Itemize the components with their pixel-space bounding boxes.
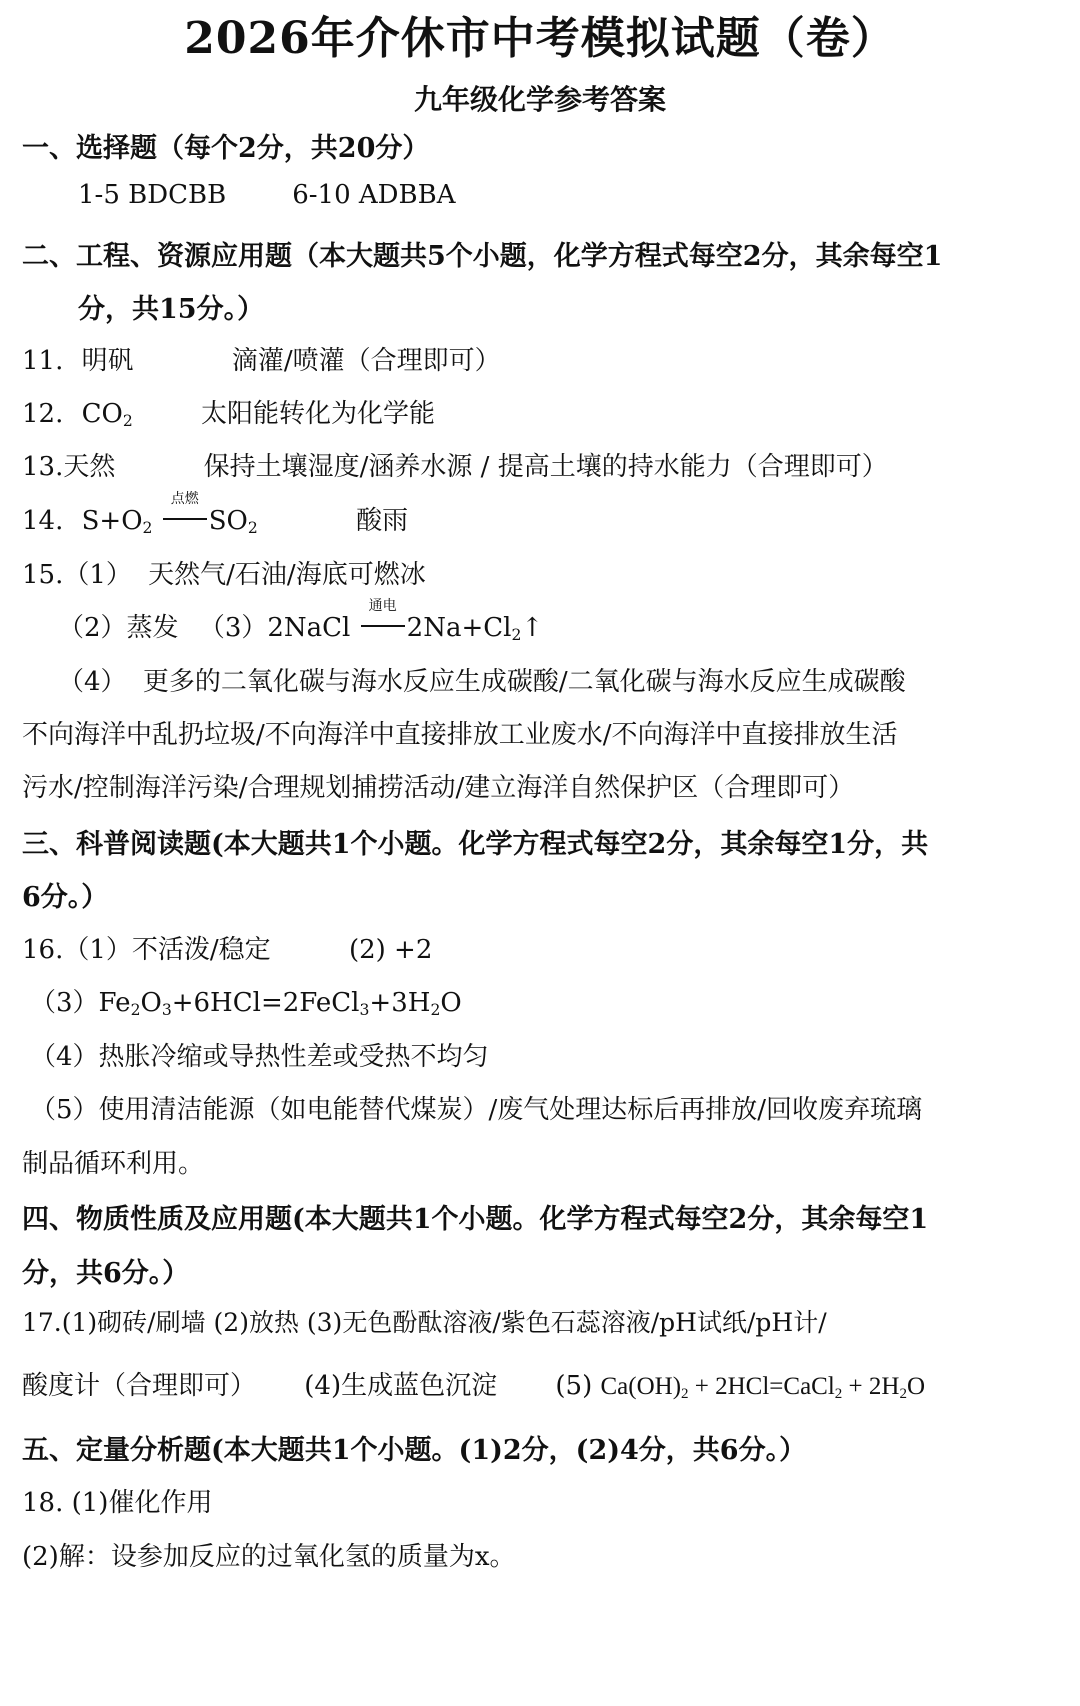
q14-equation-left: S+O bbox=[81, 506, 143, 536]
q14-equation-right-sub: 2 bbox=[247, 518, 258, 537]
q16-part1-2 bbox=[22, 929, 432, 966]
q14-answer-b: 酸雨 bbox=[356, 506, 409, 536]
q15-p1-answer: 天然气/石油/海底可燃冰 bbox=[148, 560, 426, 590]
q16-p2: (2) +2 bbox=[348, 935, 433, 965]
q15-p3-right-sub: 2 bbox=[511, 625, 522, 644]
section-5-heading: 五、定量分析题(本大题共1个小题。(1)2分，(2)4分，共6分。） bbox=[22, 1435, 807, 1466]
q17-p3-note: 酸度计（合理即可） bbox=[22, 1371, 257, 1401]
q14-condition-text: 点燃 bbox=[170, 491, 199, 507]
q14-equation-right: SO bbox=[208, 506, 248, 536]
q11-answer-b: 滴灌/喷灌（合理即可） bbox=[231, 346, 501, 376]
q14-answer bbox=[22, 491, 409, 537]
q16-part3 bbox=[30, 982, 462, 1019]
section-2-heading-line1: 二、工程、资源应用题（本大题共5个小题，化学方程式每空2分，其余每空1 bbox=[22, 241, 943, 272]
section-3-heading-line1: 三、科普阅读题(本大题共1个小题。化学方程式每空2分，其余每空1分，共 bbox=[22, 829, 929, 860]
q1-5-answers bbox=[78, 180, 456, 210]
q15-part4-line2: 不向海洋中乱扔垃圾/不向海洋中直接排放工业废水/不向海洋中直接排放生活 bbox=[22, 720, 898, 750]
q18-part2: (2)解：设参加反应的过氧化氢的质量为x。 bbox=[22, 1542, 516, 1572]
q13-answer bbox=[22, 446, 888, 483]
q11-answer bbox=[22, 340, 501, 377]
q12-answer-b: 太阳能转化为化学能 bbox=[201, 399, 436, 429]
q15-p4-text1: 更多的二氧化碳与海水反应生成碳酸/二氧化碳与海水反应生成碳酸 bbox=[142, 667, 906, 697]
q13-number: 13. bbox=[22, 452, 64, 482]
q17-p5-equation: $Ca(OH)_2$ + 2HCl=CaCl$_2$ + $2H_2O$ bbox=[600, 1373, 926, 1402]
section-2-heading-line2: 分，共15分。） bbox=[78, 294, 265, 325]
q15-part4-line3: 污水/控制海洋污染/合理规划捕捞活动/建立海洋自然保护区（合理即可） bbox=[22, 773, 855, 803]
q16-part4: （4）热胀冷缩或导热性差或受热不均匀 bbox=[30, 1042, 489, 1072]
q15-p3-condition bbox=[359, 598, 407, 643]
q15-p4-label: （4） bbox=[58, 667, 127, 697]
q12-answer bbox=[22, 393, 435, 430]
q17-line2 bbox=[22, 1365, 925, 1403]
q15-number: 15. bbox=[22, 560, 64, 590]
q15-part1 bbox=[22, 554, 426, 591]
section-4-heading-line2: 分，共6分。） bbox=[22, 1258, 190, 1289]
q12-formula-sub: 2 bbox=[122, 411, 133, 430]
q15-p3-reaction-bar bbox=[361, 625, 405, 627]
q11-number: 11. bbox=[22, 346, 64, 376]
q12-number: 12. bbox=[22, 399, 64, 429]
section-4-heading-line1: 四、物质性质及应用题(本大题共1个小题。化学方程式每空2分，其余每空1 bbox=[22, 1204, 929, 1235]
q14-equation-left-sub: 2 bbox=[142, 518, 153, 537]
q13-answer-a: 天然 bbox=[63, 452, 116, 482]
q14-reaction-bar bbox=[163, 518, 207, 520]
q15-p2-label: （2） bbox=[58, 613, 127, 643]
q16-p3-equation: $Fe_2O_3+6HCl=2FeCl_3+3H_2O$ bbox=[98, 988, 462, 1019]
q6-10-text: 6-10 ADBBA bbox=[292, 180, 456, 210]
q16-p1: （1）不活泼/稳定 bbox=[63, 935, 271, 965]
q17-p4: (4)生成蓝色沉淀 bbox=[304, 1371, 498, 1401]
q15-p3-label: （3） bbox=[198, 613, 268, 643]
page-subtitle: 九年级化学参考答案 bbox=[413, 83, 666, 116]
q17-line1: 17.(1)砌砖/刷墙 (2)放热 (3)无色酚酞溶液/紫色石蕊溶液/pH试纸/pH计/ bbox=[22, 1308, 827, 1337]
q17-p5-label: (5) bbox=[555, 1371, 593, 1401]
q15-p3-condition-text: 通电 bbox=[368, 598, 397, 614]
q14-condition bbox=[161, 491, 209, 536]
q16-p3-label: （3） bbox=[30, 988, 99, 1018]
q11-answer-a: 明矾 bbox=[81, 346, 134, 376]
section-3-heading-line2: 6分。） bbox=[22, 882, 109, 913]
q18-part1: 18. (1)催化作用 bbox=[22, 1488, 213, 1518]
q1-5-text: 1-5 BDCBB bbox=[78, 180, 227, 210]
q15-part4-line1 bbox=[58, 661, 906, 698]
gas-arrow-icon: ↑ bbox=[521, 613, 544, 643]
section-1-heading: 一、选择题（每个2分，共20分） bbox=[22, 133, 430, 164]
q12-formula: CO bbox=[81, 399, 123, 429]
q16-part5-line2: 制品循环利用。 bbox=[22, 1149, 205, 1179]
q14-number: 14. bbox=[22, 506, 64, 536]
q15-p2-answer: 蒸发 bbox=[126, 613, 179, 643]
q16-number: 16. bbox=[22, 935, 64, 965]
q15-p1-label: （1） bbox=[63, 560, 132, 590]
q15-part2-3 bbox=[58, 598, 544, 644]
q15-p3-right: 2Na+Cl bbox=[406, 613, 512, 643]
page-title: 2026年介休市中考模拟试题（卷） bbox=[184, 13, 896, 64]
q16-part5-line1: （5）使用清洁能源（如电能替代煤炭）/废气处理达标后再排放/回收废弃琉璃 bbox=[30, 1095, 923, 1125]
q15-p3-left: 2NaCl bbox=[267, 613, 351, 643]
q13-answer-b: 保持土壤湿度/涵养水源 / 提高土壤的持水能力（合理即可） bbox=[203, 452, 888, 482]
